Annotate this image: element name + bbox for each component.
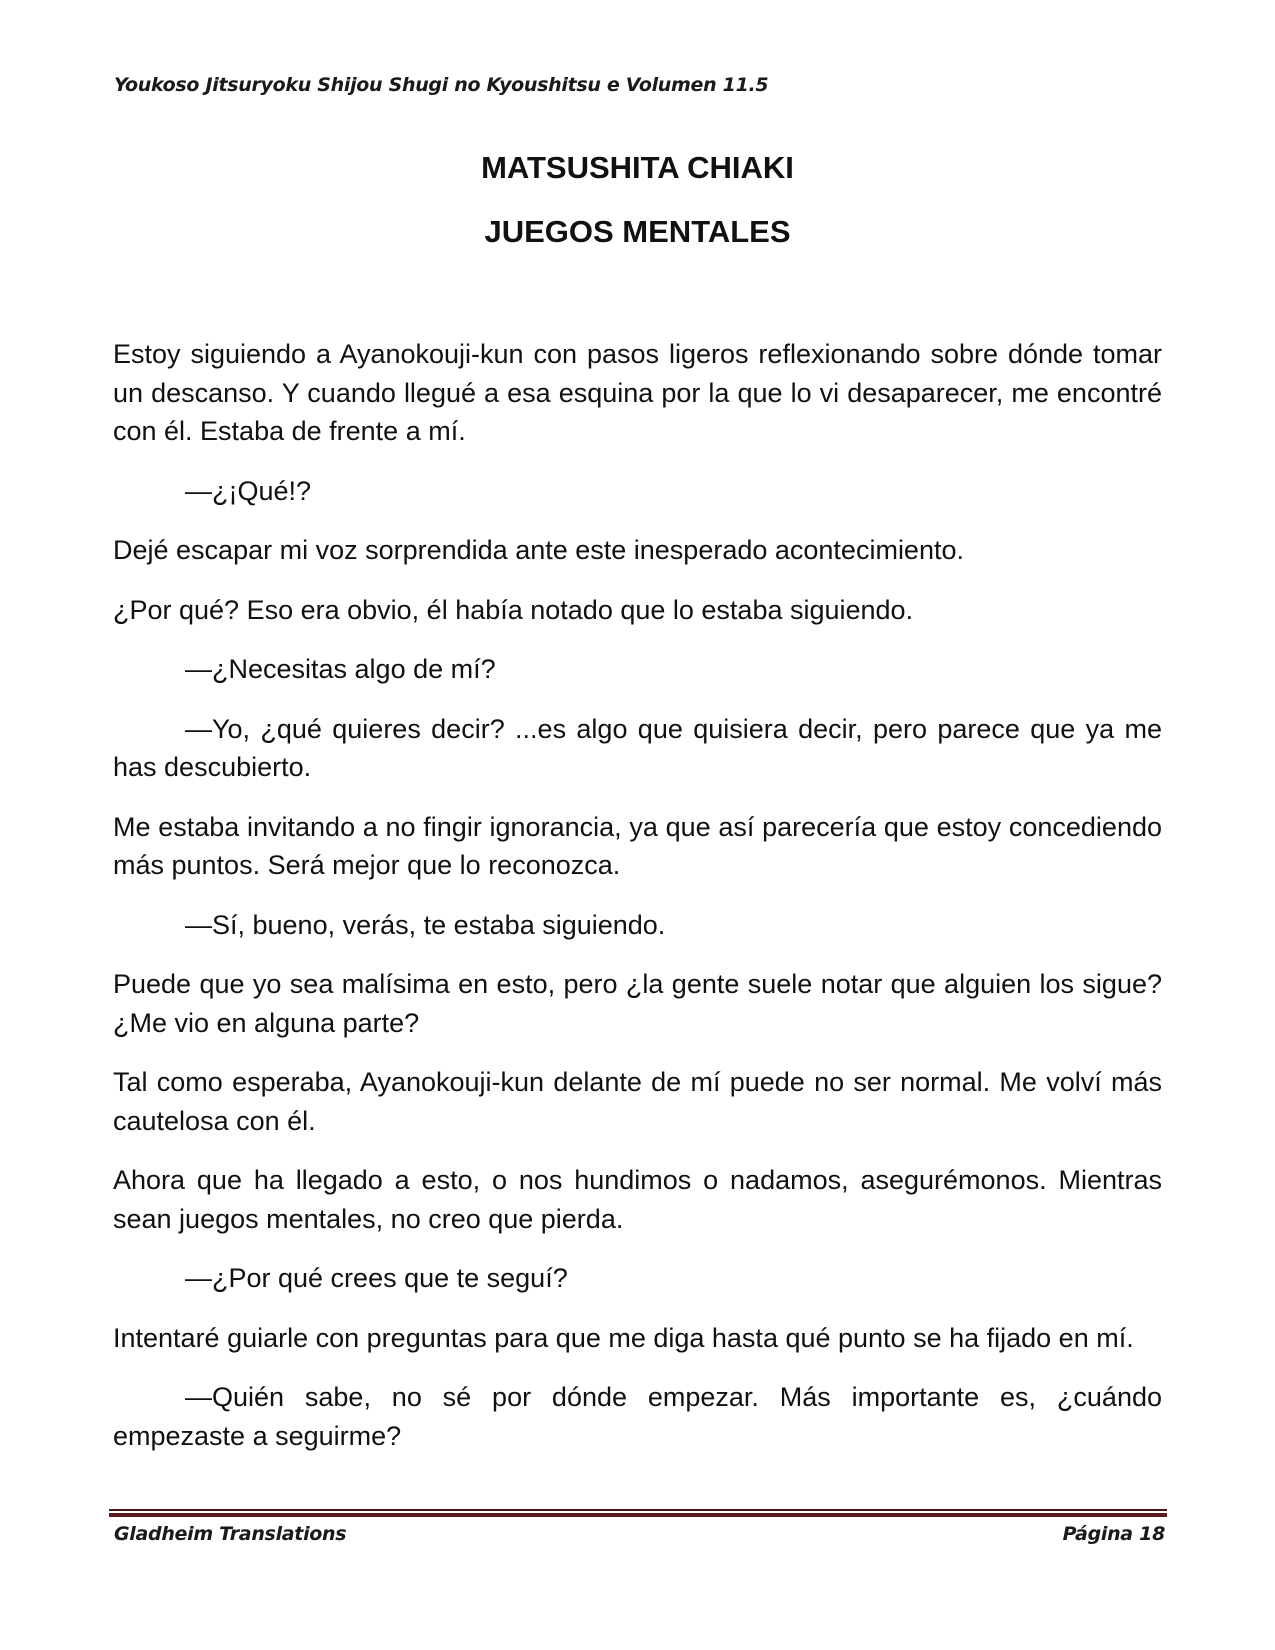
paragraph: Puede que yo sea malísima en esto, pero ¿la gente suele notar que alguien los sigue? ¿Me vio en alguna parte? [113, 969, 1162, 1038]
dialogue-line: —¿Necesitas algo de mí? [185, 654, 496, 684]
paragraph: Intentaré guiarle con preguntas para que me diga hasta qué punto se ha fijado en mí. [113, 1322, 1134, 1353]
chapter-subtitle: JUEGOS MENTALES [484, 214, 791, 249]
footer-publisher: Gladheim Translations [114, 1523, 347, 1545]
dialogue-line: —Yo, ¿qué quieres decir? ...es algo que quisiera decir, pero parece que ya me has descubierto. [113, 713, 1162, 782]
chapter-heading [0, 148, 1275, 252]
paragraph: Me estaba invitando a no fingir ignorancia, ya que así parecería que estoy concediendo más puntos. Será mejor que lo reconozca. [113, 811, 1162, 880]
dialogue-line: —¿¡Qué!? [185, 475, 312, 506]
paragraph: Estoy siguiendo a Ayanokouji-kun con pasos ligeros reflexionando sobre dónde tomar un descanso. Y cuando llegué a esa esquina por la que lo vi desaparecer, me encontré con él. Estaba de frente a mí. [113, 339, 1162, 446]
dialogue-line: —Quién sabe, no sé por dónde empezar. Más importante es, ¿cuándo empezaste a seguirme? [113, 1382, 1162, 1451]
chapter-title: MATSUSHITA CHIAKI [481, 150, 794, 185]
footer-divider-thick [109, 1513, 1167, 1517]
paragraph: Ahora que ha llegado a esto, o nos hundimos o nadamos, asegurémonos. Mientras sean juegos mentales, no creo que pierda. [113, 1165, 1162, 1234]
paragraph: Tal como esperaba, Ayanokouji-kun delante de mí puede no ser normal. Me volví más cautelosa con él. [113, 1067, 1162, 1136]
paragraph: Dejé escapar mi voz sorprendida ante este inesperado acontecimiento. [113, 535, 964, 565]
footer-divider-thin [109, 1509, 1167, 1511]
paragraph: ¿Por qué? Eso era obvio, él había notado que lo estaba siguiendo. [113, 594, 914, 625]
running-header: Youkoso Jitsuryoku Shijou Shugi no Kyoushitsu e Volumen 11.5 [114, 74, 769, 96]
chapter-body [113, 335, 1162, 1476]
footer-divider [109, 1509, 1167, 1517]
page-number: Página 18 [1062, 1523, 1165, 1545]
dialogue-line: —Sí, bueno, verás, te estaba siguiendo. [185, 909, 666, 940]
dialogue-line: —¿Por qué crees que te seguí? [185, 1263, 568, 1293]
